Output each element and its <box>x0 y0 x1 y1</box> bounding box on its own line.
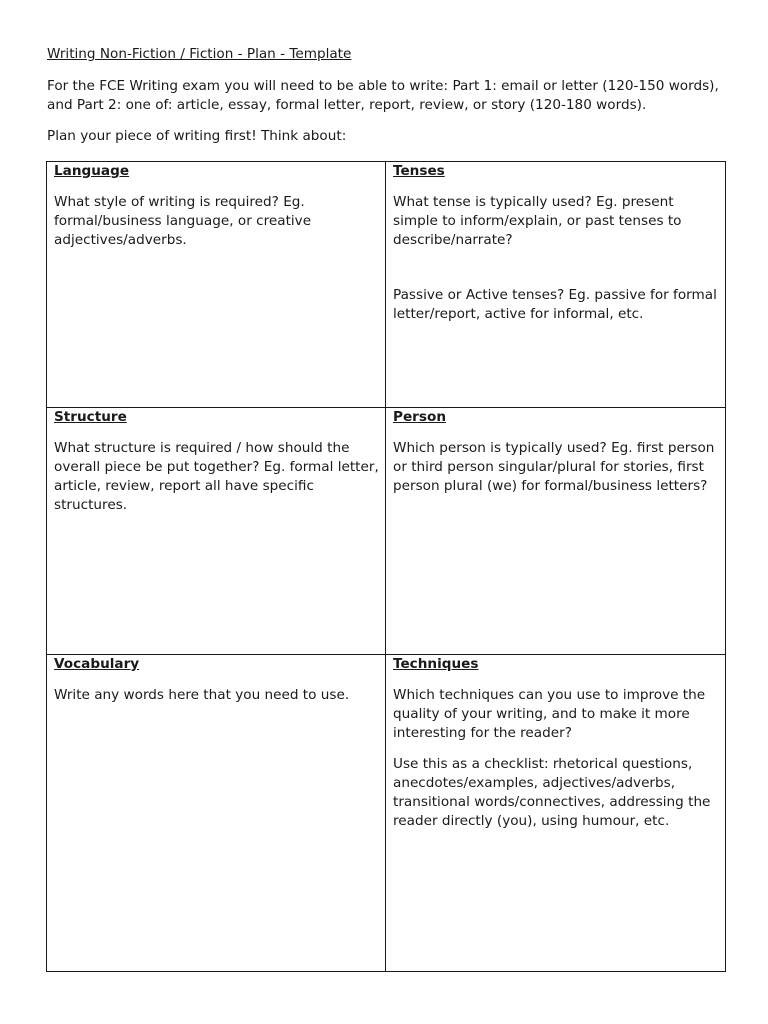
vocabulary-cell <box>47 655 386 971</box>
vocabulary-text: Write any words here that you need to use. <box>54 687 350 703</box>
person-text: Which person is typically used? Eg. first person or third person singular/plural for stories, first person plural (we) for formal/business letters? <box>393 440 715 494</box>
language-heading: Language <box>54 163 130 179</box>
language-cell <box>47 162 386 408</box>
tenses-text: What tense is typically used? Eg. present simple to inform/explain, or past tenses to describe/narrate? <box>393 194 682 248</box>
tenses-heading: Tenses <box>393 163 445 179</box>
techniques-text: Which techniques can you use to improve the quality of your writing, and to make it more interesting for the reader? <box>393 687 706 741</box>
plan-prompt: Plan your piece of writing first! Think about: <box>47 128 347 144</box>
plan-grid <box>46 161 726 972</box>
person-cell <box>386 408 725 655</box>
structure-text: What structure is required / how should the overall piece be put together? Eg. formal letter, article, review, report all have specific structures. <box>54 440 379 513</box>
structure-cell <box>47 408 386 655</box>
person-heading: Person <box>393 409 446 425</box>
structure-heading: Structure <box>54 409 127 425</box>
intro-paragraph: For the FCE Writing exam you will need to be able to write: Part 1: email or letter (120-150 words), and Part 2: one of: article, essay, formal letter, report, review, or story (120-180 words). <box>47 78 719 113</box>
tenses-text-2: Passive or Active tenses? Eg. passive for formal letter/report, active for informal, etc. <box>393 287 717 322</box>
language-text: What style of writing is required? Eg. formal/business language, or creative adjectives/adverbs. <box>54 194 312 248</box>
tenses-cell <box>386 162 725 408</box>
techniques-text-2: Use this as a checklist: rhetorical questions, anecdotes/examples, adjectives/adverbs, transitional words/connectives, addressing the reader directly (you), using humour, etc. <box>393 756 711 829</box>
vocabulary-heading: Vocabulary <box>54 656 140 672</box>
techniques-cell <box>386 655 725 971</box>
document-title: Writing Non-Fiction / Fiction - Plan - Template <box>47 46 352 62</box>
techniques-heading: Techniques <box>393 656 479 672</box>
